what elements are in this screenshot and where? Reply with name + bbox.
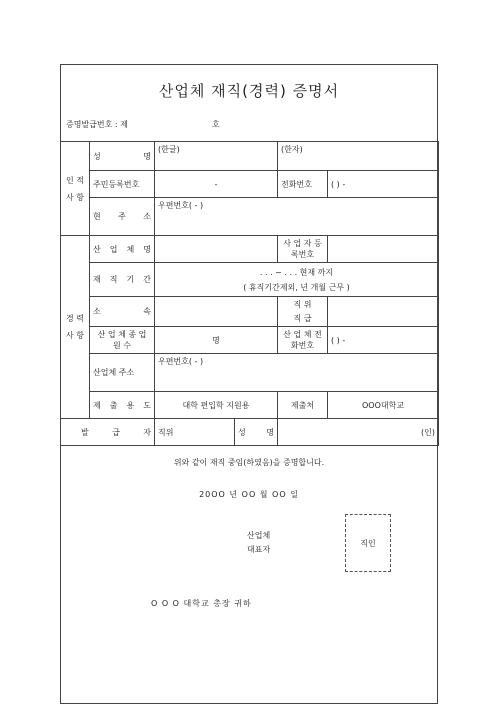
dept-label: 소 속 [90, 297, 155, 327]
purpose-label: 제 출 용 도 [90, 392, 155, 419]
issuer-label: 발 급 자 [61, 419, 155, 446]
official-seal-box [345, 514, 391, 572]
rep-line-2: 대표자 [247, 545, 271, 554]
personal-section-label: 인 적 사 항 [61, 142, 90, 236]
name-hanja-field[interactable]: (한자) [278, 142, 439, 171]
period-line-1: . . . ~ . . . 현재 까지 [259, 267, 334, 277]
name-label: 성 명 [90, 142, 155, 171]
biz-reg-label: 사 업 자 등록번호 [278, 236, 328, 263]
purpose-field[interactable]: 대학 편입학 지원용 [155, 392, 278, 419]
cert-number-label: 증명발급번호 : 제 [66, 120, 128, 129]
issue-date: 20OO 년 OO 월 OO 일 [199, 490, 299, 499]
position-rank-label [278, 297, 328, 327]
career-section-label: 경 력 사 항 [61, 236, 90, 419]
certificate-form [60, 64, 438, 704]
issuer-position-cell[interactable] [155, 419, 235, 446]
document-title: 산업체 재직(경력) 증명서 [158, 82, 340, 100]
company-name-label: 산 업 체 명 [90, 236, 155, 263]
cert-number-line [66, 119, 220, 130]
company-phone-label: 산 업 체 전화번호 [278, 327, 328, 354]
dept-field[interactable] [155, 297, 278, 327]
company-phone-field[interactable]: ( ) - [328, 327, 439, 354]
representative [247, 529, 270, 557]
position-label: 직 위 [293, 299, 312, 309]
company-address-label: 산업체 주소 [90, 354, 155, 392]
company-name-field[interactable] [155, 236, 278, 263]
biz-reg-field[interactable] [328, 236, 439, 263]
issuer-name-label: 성 명 [235, 419, 278, 446]
employees-field[interactable]: 명 [155, 327, 278, 354]
phone-field[interactable]: ( ) - [328, 171, 439, 198]
rrn-field[interactable]: - [155, 171, 278, 198]
rep-line-1: 산업체 [247, 531, 271, 540]
period-label: 재 직 기 간 [90, 263, 155, 297]
address-field[interactable]: 우편번호( - ) [155, 198, 439, 236]
name-korean-field[interactable]: (한글) [155, 142, 278, 171]
address-label: 현 주 소 [90, 198, 155, 236]
addressee: O O O 대학교 총장 귀하 [151, 599, 252, 608]
form-table [60, 141, 439, 446]
employees-label: 산 업 체 종 업 원 수 [90, 327, 155, 354]
phone-label: 전화번호 [278, 171, 328, 198]
submit-to-label: 제출처 [278, 392, 328, 419]
submit-to-field[interactable]: OOO대학교 [328, 392, 439, 419]
cert-number-suffix: 호 [212, 120, 220, 129]
position-rank-field[interactable] [328, 297, 439, 327]
company-address-field[interactable]: 우편번호( - ) [155, 354, 439, 392]
period-line-2: ( 휴직기간제외, 년 개월 근무 ) [243, 282, 350, 292]
period-field[interactable] [155, 263, 439, 297]
confirm-statement: 위와 같이 재직 중임(하였음)을 증명합니다. [173, 458, 325, 467]
rrn-label: 주민등록번호 [90, 171, 155, 198]
issuer-position-label: 직위 [158, 427, 174, 437]
issuer-seal-field[interactable]: (인) [278, 419, 439, 446]
rank-label: 직 급 [293, 313, 312, 323]
seal-label: 직인 [360, 538, 376, 548]
